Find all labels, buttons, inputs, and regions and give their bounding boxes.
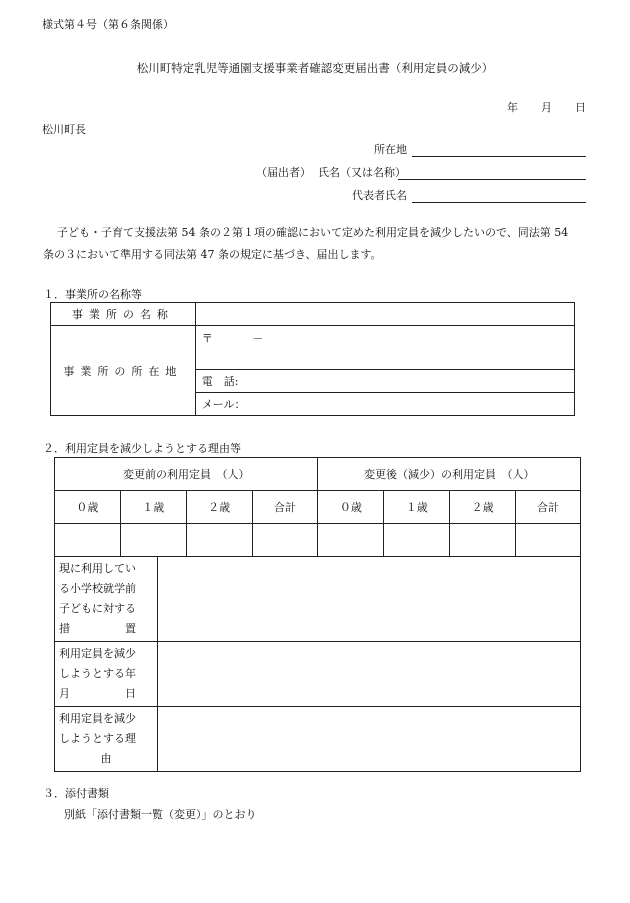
col-after-age1: １歳 — [384, 491, 450, 524]
input-before-age1[interactable] — [120, 524, 186, 557]
postal-mark: 〒 — [201, 332, 213, 345]
section1-heading: １．事業所の名称等 — [43, 288, 142, 301]
facility-name-cell[interactable] — [195, 303, 574, 326]
reduce-reason-label: 利用定員を減少 しようとする理 由 — [55, 707, 158, 772]
col-before-age0: ０歳 — [55, 491, 121, 524]
input-before-age2[interactable] — [186, 524, 252, 557]
representative-line[interactable] — [412, 202, 586, 203]
before-capacity-header: 変更前の利用定員 （人） — [55, 458, 318, 491]
col-before-age1: １歳 — [120, 491, 186, 524]
col-before-age2: ２歳 — [186, 491, 252, 524]
facility-name-label: 事業所の名称 — [51, 303, 196, 326]
reduce-reason-cell[interactable] — [157, 707, 580, 772]
measures-cell[interactable] — [157, 557, 580, 642]
facility-phone-cell[interactable] — [195, 370, 574, 393]
facility-postal-cell[interactable] — [195, 326, 574, 370]
input-before-age0[interactable] — [55, 524, 121, 557]
date-year-label: 年 — [507, 101, 518, 114]
name-line[interactable] — [398, 179, 586, 180]
notifier-label: （届出者） — [256, 166, 311, 179]
attachments-text: 別紙「添付書類一覧（変更）」のとおり — [64, 808, 257, 821]
input-after-age2[interactable] — [450, 524, 516, 557]
input-after-total[interactable] — [516, 524, 581, 557]
col-before-total: 合計 — [252, 491, 318, 524]
name-label: 氏名（又は名称） — [318, 166, 406, 179]
facility-mail-cell[interactable] — [195, 393, 574, 416]
mail-label: メール： — [201, 398, 246, 411]
phone-label: 電 話: — [201, 375, 239, 388]
body-text-line1: 子ども・子育て支援法第 54 条の２第１項の確認において定めた利用定員を減少したいので、同法第 54 — [57, 226, 569, 239]
address-label: 所在地 — [374, 143, 407, 156]
facility-table — [50, 302, 575, 416]
input-before-total[interactable] — [252, 524, 318, 557]
input-after-age0[interactable] — [318, 524, 384, 557]
date-month-label: 月 — [541, 101, 552, 114]
measures-label: 現に利用してい る小学校就学前 子どもに対する 措 置 — [55, 557, 158, 642]
section3-heading: ３．添付書類 — [43, 787, 109, 800]
form-number: 様式第４号（第６条関係） — [42, 18, 174, 31]
date-day-label: 日 — [575, 101, 586, 114]
representative-label: 代表者氏名 — [352, 189, 407, 202]
capacity-table — [54, 457, 581, 557]
reduce-date-cell[interactable] — [157, 642, 580, 707]
address-line[interactable] — [412, 156, 586, 157]
input-after-age1[interactable] — [384, 524, 450, 557]
body-text-line2: 条の３において準用する同法第 47 条の規定に基づき、届出します。 — [43, 248, 382, 261]
postal-dash: － — [252, 332, 264, 345]
facility-address-label: 事業所の所在地 — [51, 326, 196, 416]
addressee: 松川町長 — [42, 123, 86, 136]
document-title: 松川町特定乳児等通園支援事業者確認変更届出書（利用定員の減少） — [136, 61, 494, 75]
col-after-age2: ２歳 — [450, 491, 516, 524]
reduce-date-label: 利用定員を減少 しようとする年 月 日 — [55, 642, 158, 707]
section2-heading: ２．利用定員を減少しようとする理由等 — [43, 442, 241, 455]
col-after-total: 合計 — [516, 491, 581, 524]
col-after-age0: ０歳 — [318, 491, 384, 524]
after-capacity-header: 変更後（減少）の利用定員 （人） — [318, 458, 581, 491]
reason-table — [54, 556, 581, 772]
